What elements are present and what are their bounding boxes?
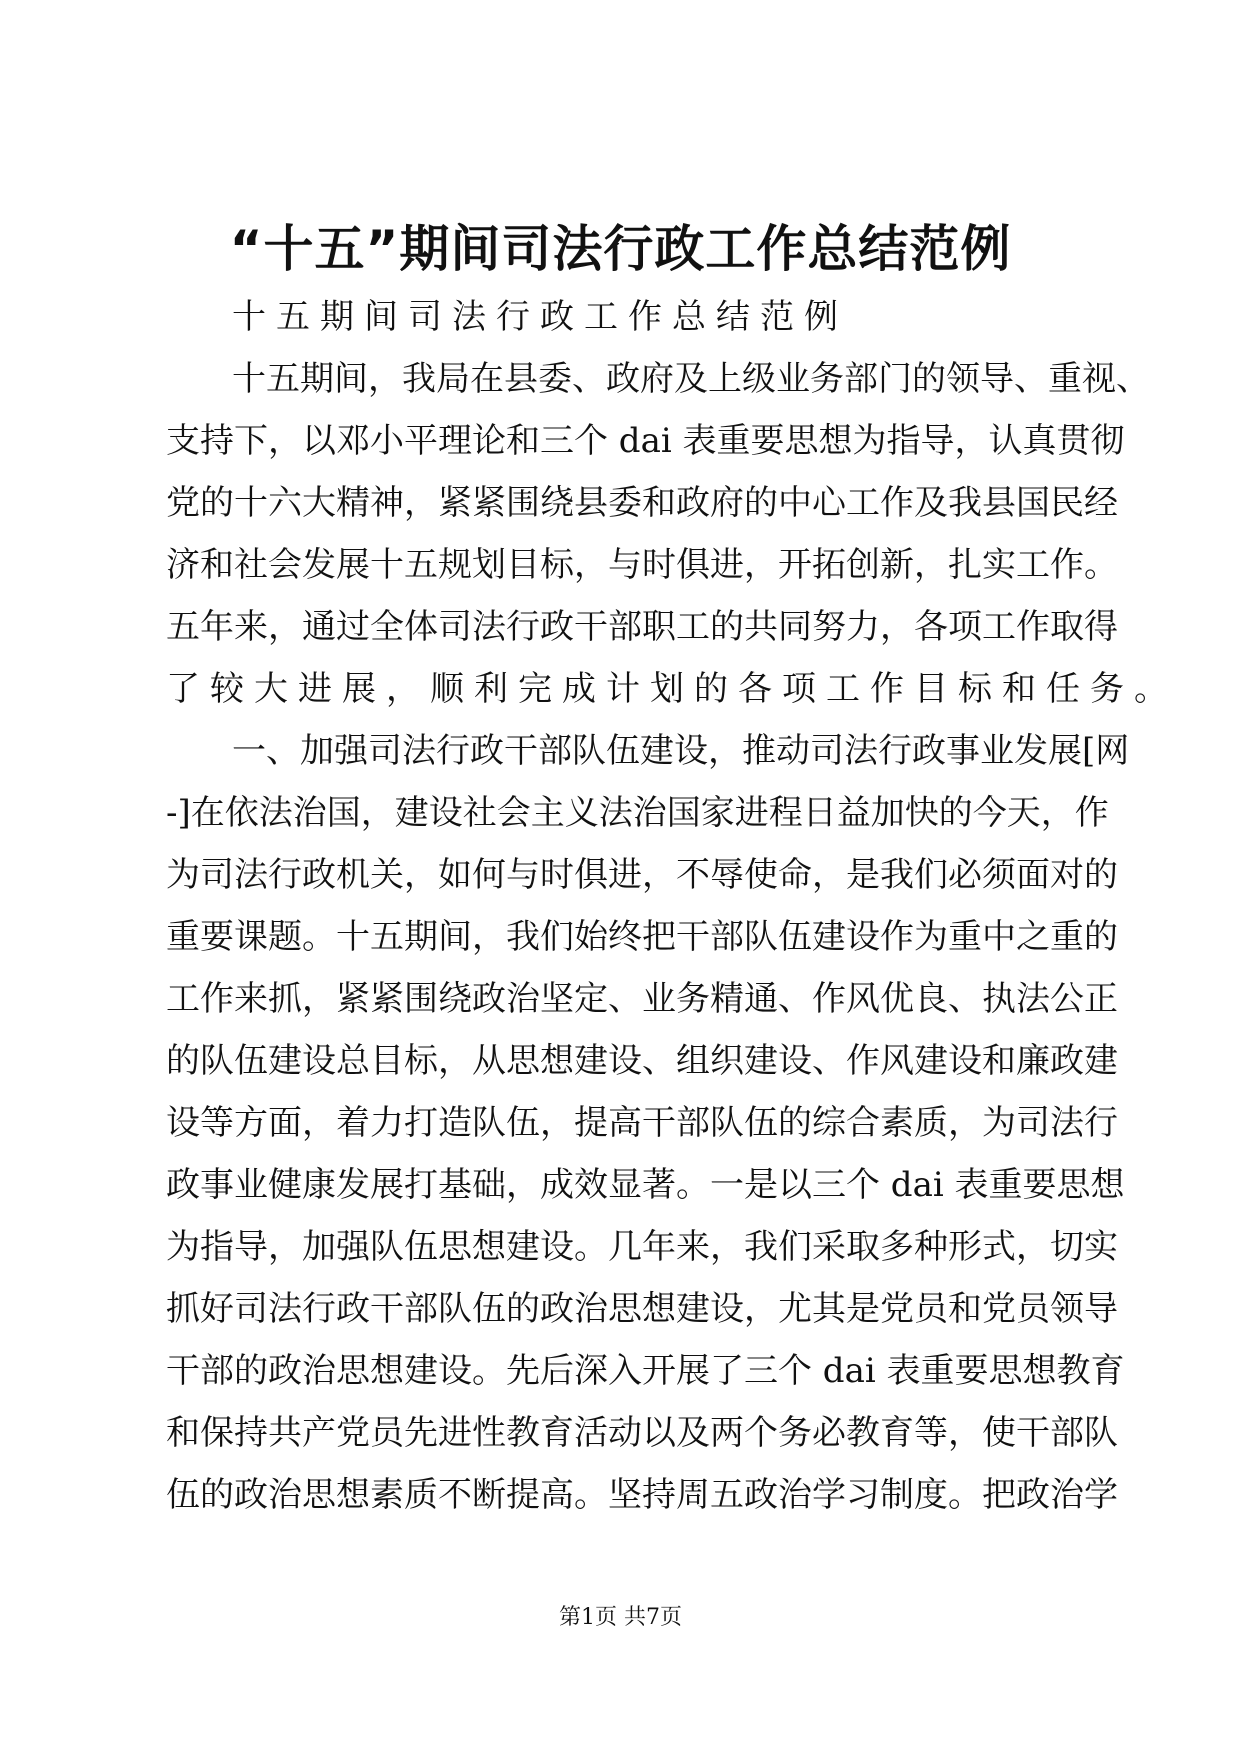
text-line: 政事业健康发展打基础，成效显著。一是以三个 dai 表重要思想 [166,1165,1125,1205]
subtitle-line: 十五期间司法行政工作总结范例 [232,297,848,337]
text-line: 五年来，通过全体司法行政干部职工的共同努力，各项工作取得 [166,607,1118,647]
document-body [166,286,1178,1526]
text-line: 支持下，以邓小平理论和三个 dai 表重要思想为指导，认真贯彻 [166,421,1125,461]
text-line: 干部的政治思想建设。先后深入开展了三个 dai 表重要思想教育 [166,1351,1125,1391]
text-line: 济和社会发展十五规划目标，与时俱进，开拓创新，扎实工作。 [166,545,1118,585]
text-line: 设等方面，着力打造队伍，提高干部队伍的综合素质，为司法行 [166,1103,1118,1143]
text-line: 抓好司法行政干部队伍的政治思想建设，尤其是党员和党员领导 [166,1289,1118,1329]
text-line: 了较大进展，顺利完成计划的各项工作目标和任务。 [166,669,1178,709]
text-line: -]在依法治国，建设社会主义法治国家进程日益加快的今天，作 [166,793,1109,833]
text-line: 伍的政治思想素质不断提高。坚持周五政治学习制度。把政治学 [166,1475,1118,1515]
document-title: “十五”期间司法行政工作总结范例 [229,220,1012,278]
text-line: 为司法行政机关，如何与时俱进，不辱使命，是我们必须面对的 [166,855,1118,895]
page-indicator: 第1页 共7页 [559,1605,682,1630]
text-line: 十五期间，我局在县委、政府及上级业务部门的领导、重视、 [232,359,1150,399]
text-line: 工作来抓，紧紧围绕政治坚定、业务精通、作风优良、执法公正 [166,979,1118,1019]
text-line: 党的十六大精神，紧紧围绕县委和政府的中心工作及我县国民经 [166,483,1118,523]
text-line: 为指导，加强队伍思想建设。几年来，我们采取多种形式，切实 [166,1227,1118,1267]
text-line: 重要课题。十五期间，我们始终把干部队伍建设作为重中之重的 [166,917,1118,957]
text-line: 和保持共产党员先进性教育活动以及两个务必教育等，使干部队 [166,1413,1118,1453]
text-line: 的队伍建设总目标，从思想建设、组织建设、作风建设和廉政建 [166,1041,1118,1081]
section-heading-line: 一、加强司法行政干部队伍建设，推动司法行政事业发展[网 [232,731,1130,771]
